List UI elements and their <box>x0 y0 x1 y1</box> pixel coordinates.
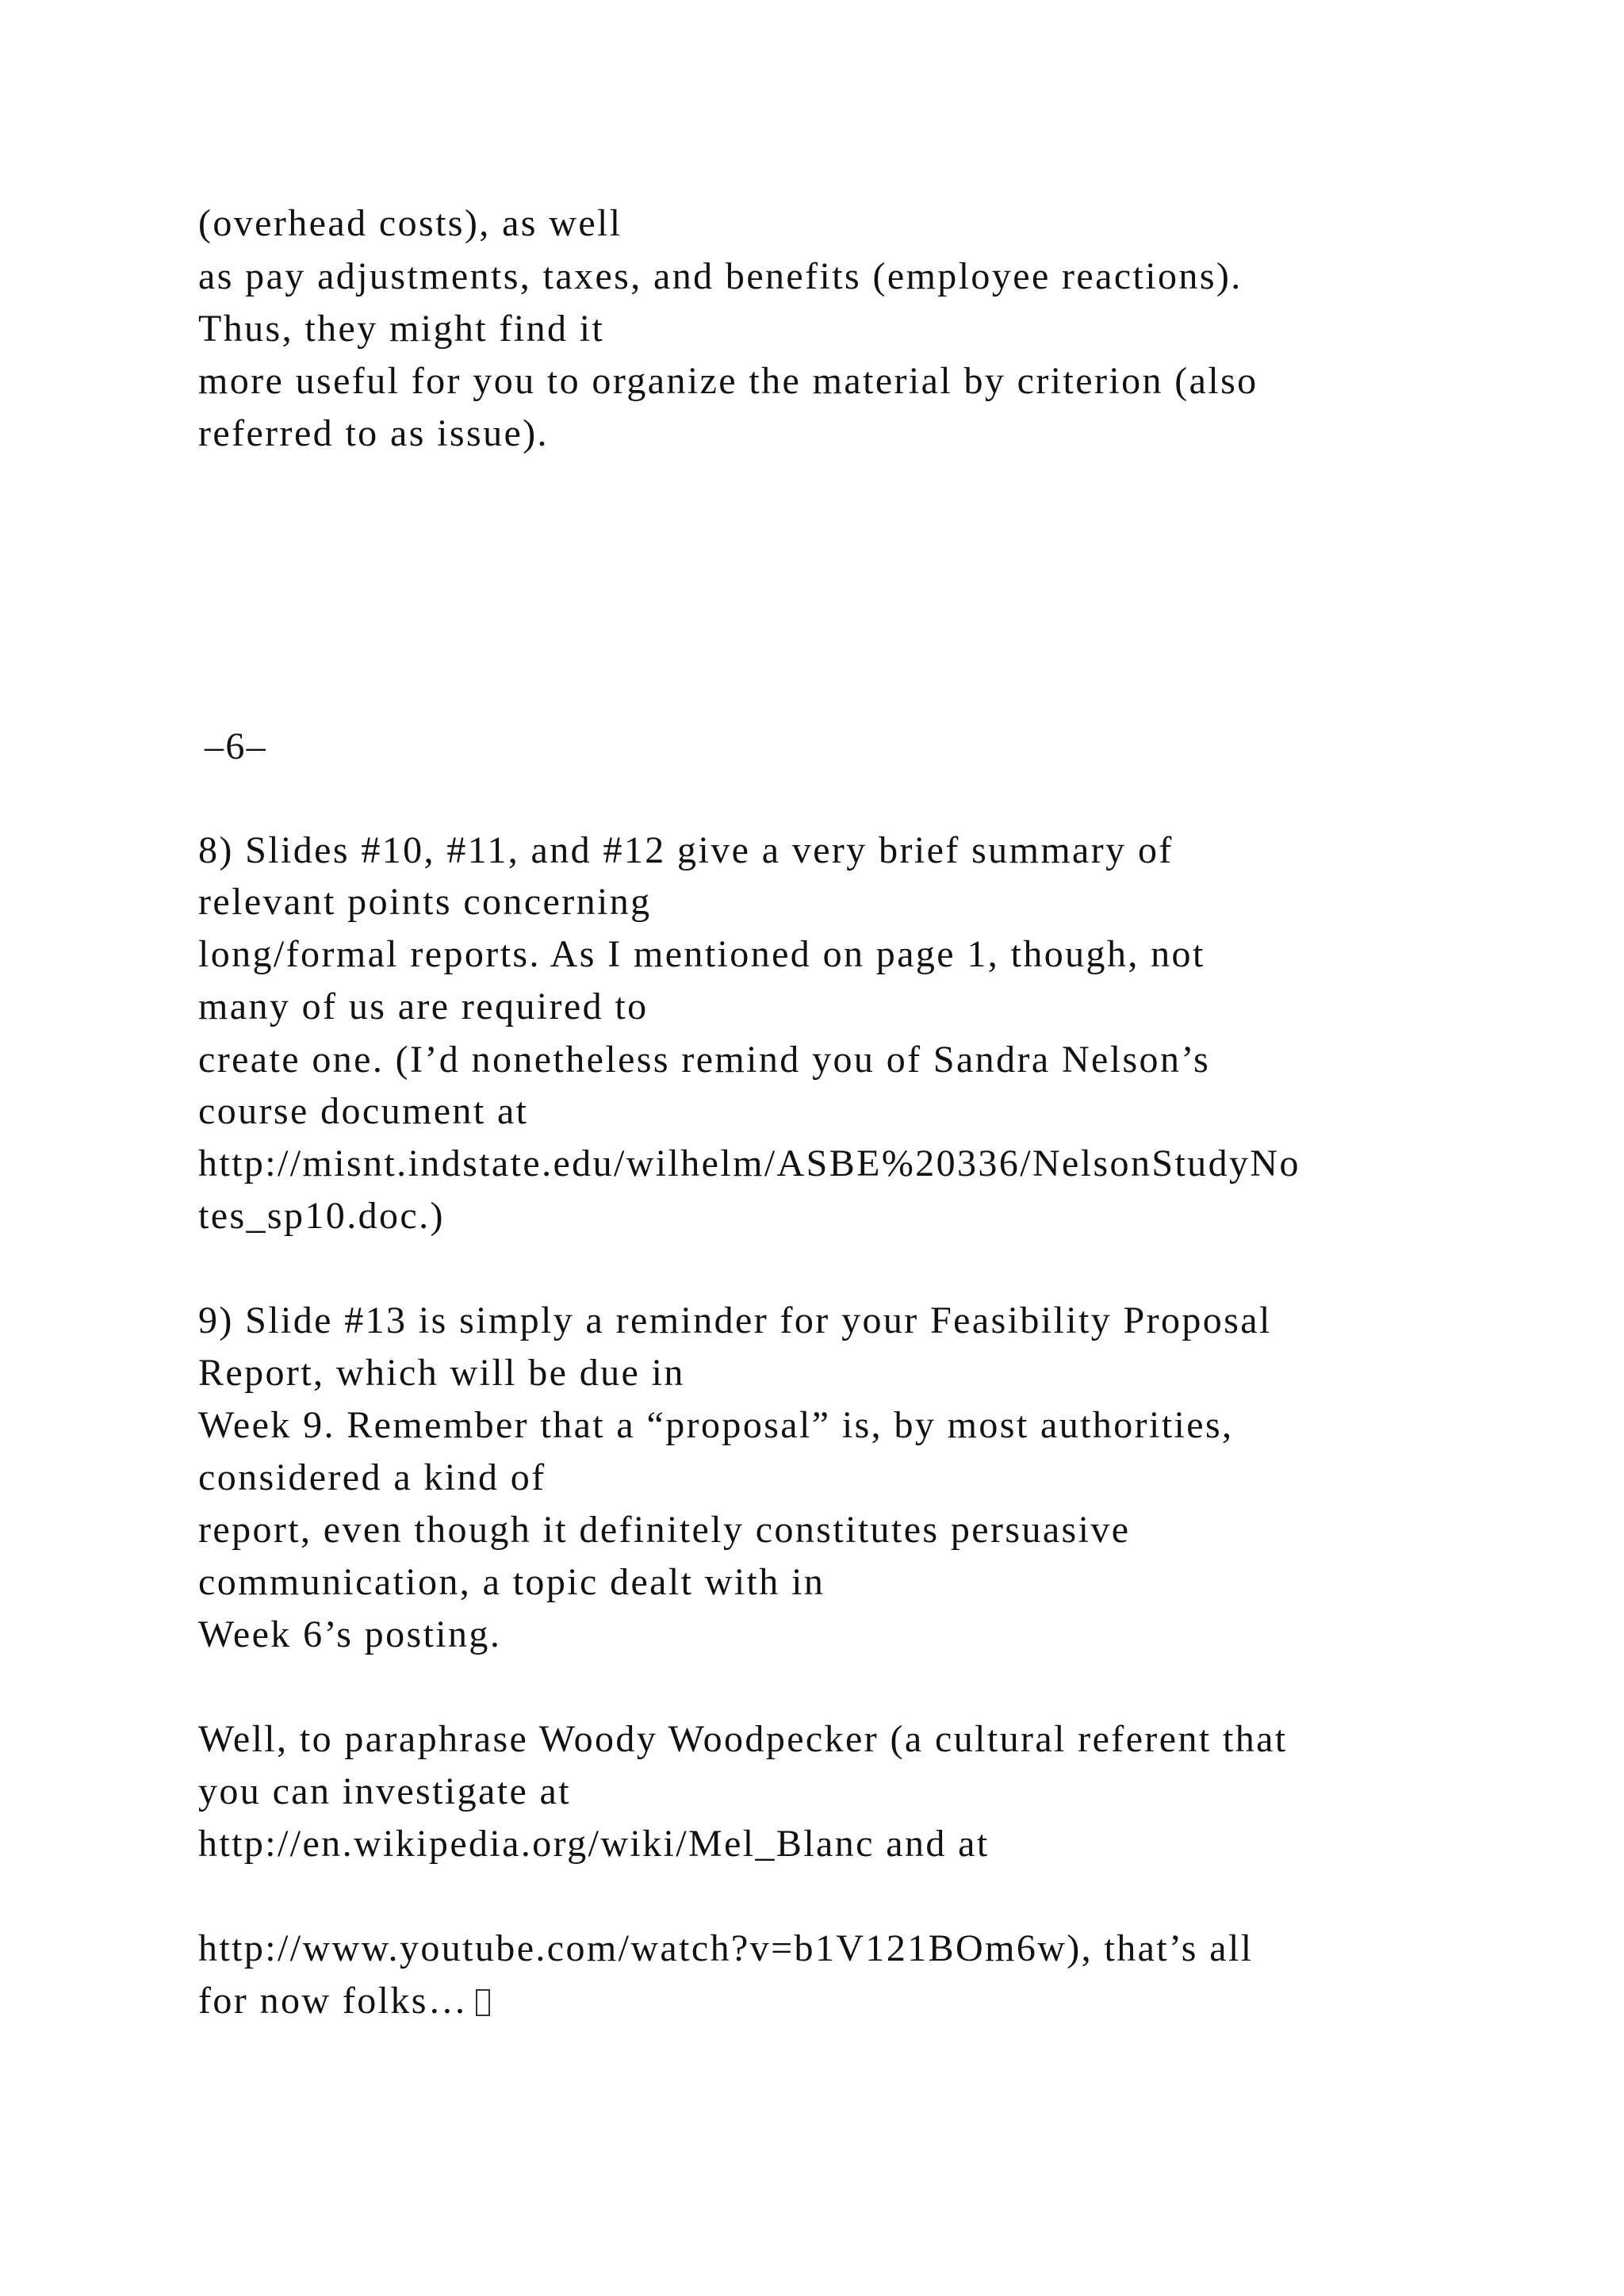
intro-line: referred to as issue). <box>198 412 549 454</box>
closing-url: http://www.youtube.com/watch?v=b1V121BOm6w), that’s all <box>198 1927 1254 1969</box>
item9-line: considered a kind of <box>198 1456 546 1498</box>
intro-line: Thus, they might find it <box>198 308 605 350</box>
item8-url: tes_sp10.doc.) <box>198 1195 445 1237</box>
closing-line: Well, to paraphrase Woody Woodpecker (a cultural referent that <box>198 1718 1288 1760</box>
item8-line: long/formal reports. As I mentioned on page 1, though, not <box>198 933 1205 975</box>
intro-line: as pay adjustments, taxes, and benefits (employee reactions). <box>198 255 1243 297</box>
item9-line: communication, a topic dealt with in <box>198 1561 825 1603</box>
item8-line: 8) Slides #10, #11, and #12 give a very brief summary of <box>198 829 1174 871</box>
item8-line: create one. (I’d nonetheless remind you of Sandra Nelson’s <box>198 1039 1211 1081</box>
item9-line: Week 6’s posting. <box>198 1613 502 1655</box>
missing-glyph-icon <box>476 1989 490 2016</box>
item9-line: Week 9. Remember that a “proposal” is, by most authorities, <box>198 1404 1234 1446</box>
item8-line: relevant points concerning <box>198 881 652 923</box>
item8-line: course document at <box>198 1090 529 1132</box>
intro-line: (overhead costs), as well <box>198 202 622 244</box>
item8-line: many of us are required to <box>198 985 649 1027</box>
closing-final-text: for now folks… <box>198 1980 469 2022</box>
intro-line: more useful for you to organize the material by criterion (also <box>198 360 1258 402</box>
item9-line: 9) Slide #13 is simply a reminder for your Feasibility Proposal <box>198 1299 1272 1341</box>
item9-line: Report, which will be due in <box>198 1352 685 1394</box>
closing-final-line <box>198 1976 490 2026</box>
closing-line: you can investigate at <box>198 1770 571 1812</box>
closing-url: http://en.wikipedia.org/wiki/Mel_Blanc and at <box>198 1823 990 1865</box>
item8-url: http://misnt.indstate.edu/wilhelm/ASBE%20336/NelsonStudyNo <box>198 1142 1300 1184</box>
item9-line: report, even though it definitely constitutes persuasive <box>198 1509 1131 1551</box>
page-number: –6– <box>205 725 268 767</box>
